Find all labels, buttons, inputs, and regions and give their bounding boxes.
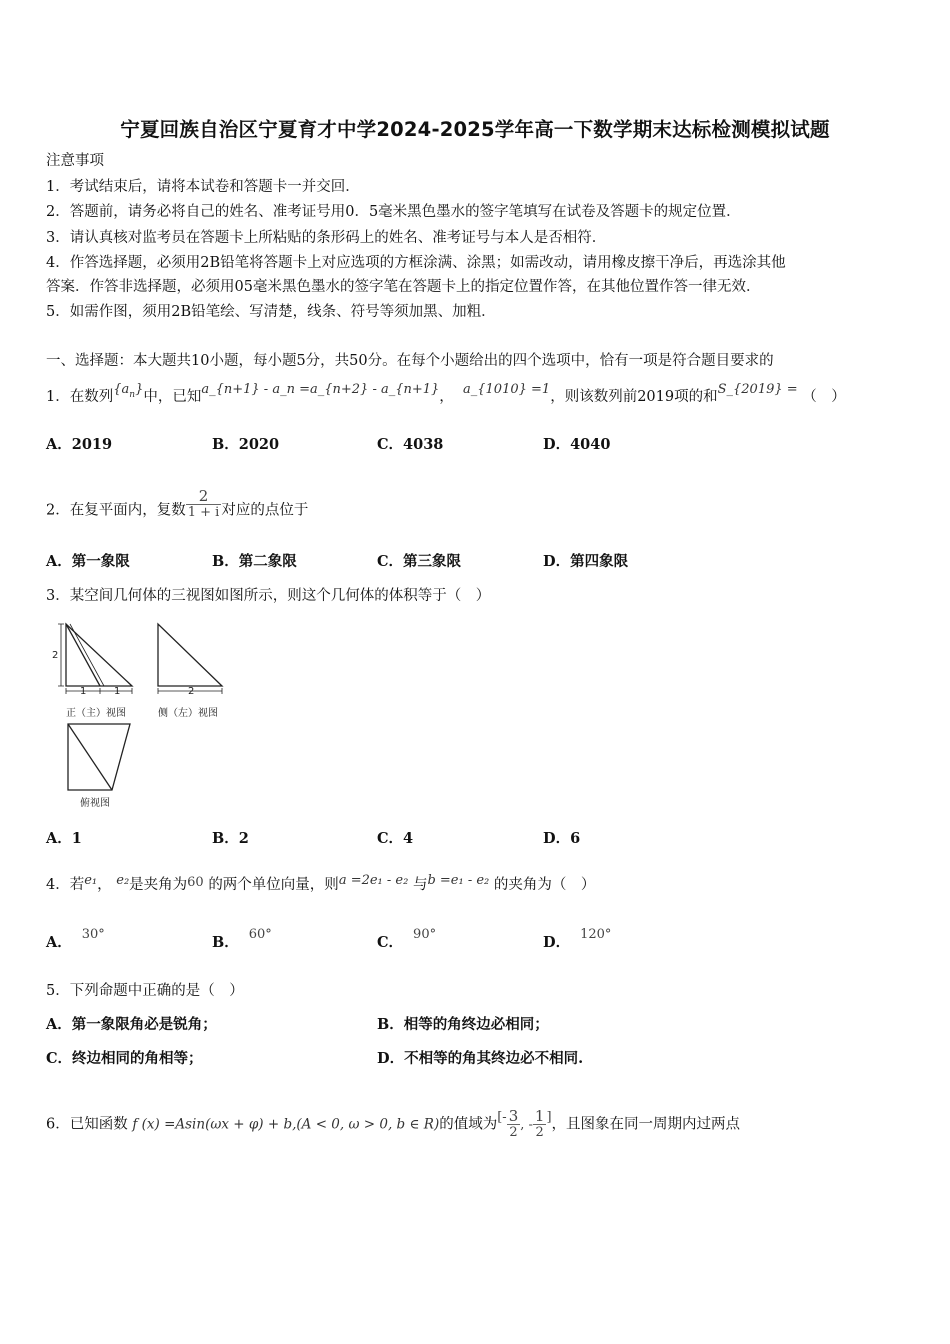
question-text: 的夹角为（ ） (493, 877, 596, 893)
option-c: C．4 (377, 830, 414, 847)
option-a: A．第一象限角必是锐角； (46, 1016, 217, 1033)
question-text: 的两个单位向量，则 (208, 877, 339, 893)
math-condition: a_{1010} =1 (463, 382, 551, 397)
math-e2: e₂ (116, 873, 130, 888)
question-text: 与 (412, 877, 428, 893)
question-2 (46, 487, 309, 527)
math-angle: 60 (187, 875, 204, 890)
question-5 (46, 981, 244, 1001)
math-vector-b: b =e₁ - e₂ (427, 873, 490, 888)
notice-item: 2．答题前，请务必将自己的姓名、准考证号用0．5毫米黑色墨水的签字笔填写在试卷及答题卡的规定位置． (46, 204, 741, 220)
dim-height-label: 2 (52, 650, 59, 661)
question-6 (46, 1108, 740, 1141)
question-text: 若 (69, 877, 85, 893)
option-b: B． 60° (212, 927, 272, 951)
math-sequence: $\{a_n\}$ (113, 382, 144, 400)
notice-item: 1．考试结束后，请将本试卷和答题卡一并交回． (46, 179, 360, 195)
math-fraction: $\frac{2}{1 + i}$ (187, 487, 220, 520)
option-d: D．6 (543, 830, 581, 847)
range-fraction-1: $\frac{3}{2}$ (508, 1107, 519, 1140)
question-text: ，且图象在同一周期内过两点 (551, 1116, 741, 1133)
option-d: D．4040 (543, 436, 611, 453)
option-d: D．不相等的角其终边必不相同. (377, 1050, 584, 1067)
option-a: A．第一象限 (46, 553, 130, 570)
dim-a-label: 1 (80, 686, 87, 697)
question-text: 下列命题中正确的是（ ） (69, 983, 244, 999)
question-text: 在数列 (69, 389, 114, 405)
top-view-diagonal (68, 724, 112, 790)
math-e1: e₁ (84, 873, 98, 888)
option-a: A． 30° (46, 927, 105, 951)
notice-heading: 注意事项 (46, 153, 104, 169)
question-text: ，则该数列前2019项的和 (550, 389, 718, 405)
option-b: B．2 (212, 830, 249, 847)
math-relation: a_{n+1} - a_n =a_{n+2} - a_{n+1} (201, 382, 440, 397)
question-text: 某空间几何体的三视图如图所示，则这个几何体的体积等于（ ） (69, 588, 491, 604)
option-d: D．第四象限 (543, 553, 629, 570)
option-b: B．2020 (212, 436, 280, 453)
dim-b-label: 1 (114, 686, 121, 697)
notice-item: 答案．作答非选择题，必须用05毫米黑色墨水的签字笔在答题卡上的指定位置作答，在其他位置作答一律无效． (46, 279, 761, 295)
question-number: 6． (46, 1116, 70, 1133)
question-3 (46, 586, 490, 606)
question-text: 的值域为 (439, 1116, 498, 1133)
top-view-outline (68, 724, 130, 790)
option-c: C．终边相同的角相等； (46, 1050, 203, 1067)
option-a: A．2019 (46, 436, 113, 453)
option-b: B．相等的角终边必相同； (377, 1016, 549, 1033)
side-view-outline (158, 624, 222, 686)
question-text: 是夹角为 (129, 877, 188, 893)
question-number: 2． (46, 502, 70, 519)
question-text: 已知函数 (69, 1116, 128, 1133)
three-view-figure (52, 614, 242, 814)
question-4 (46, 875, 595, 896)
option-c: C． 90° (377, 927, 437, 951)
math-sum: S_{2019} = (717, 382, 798, 397)
question-text: 中，已知 (143, 389, 202, 405)
math-function: f (x) =Asin(ωx + φ) + b,(A < 0, ω > 0, b ∈ R) (132, 1116, 440, 1133)
top-view-label: 俯视图 (80, 798, 110, 809)
page-title: 宁夏回族自治区宁夏育才中学2024-2025学年高一下数学期末达标检测模拟试题 (120, 118, 830, 141)
range-open: [- (497, 1109, 507, 1125)
option-a: A．1 (46, 830, 82, 847)
dim-side-label: 2 (188, 686, 195, 697)
notice-item: 3．请认真核对监考员在答题卡上所粘贴的条形码上的姓名、准考证号与本人是否相符． (46, 230, 607, 246)
notice-item: 5．如需作图，须用2B铅笔绘、写清楚，线条、符号等须加黑、加粗． (46, 304, 496, 320)
option-c: C．4038 (377, 436, 444, 453)
question-number: 4． (46, 877, 70, 893)
front-view-inner-edge (66, 624, 100, 686)
question-text: ， (97, 877, 112, 893)
front-view-label: 正（主）视图 (66, 708, 126, 719)
notice-item: 4．作答选择题，必须用2B铅笔将答题卡上对应选项的方框涂满、涂黑；如需改动，请用橡皮擦干净后，再选涂其他 (46, 255, 786, 271)
question-number: 5． (46, 983, 70, 999)
range-separator: , - (520, 1117, 533, 1133)
side-view-label: 侧（左）视图 (158, 708, 218, 719)
math-vector-a: a =2e₁ - e₂ (338, 873, 409, 888)
question-text: 在复平面内，复数 (69, 502, 186, 519)
section-heading: 一、选择题：本大题共10小题，每小题5分，共50分。在每个小题给出的四个选项中，恰有一项是符合题目要求的 (46, 353, 774, 369)
question-number: 1． (46, 389, 70, 405)
option-d: D． 120° (543, 927, 612, 951)
question-number: 3． (46, 588, 70, 604)
question-text: ， (439, 389, 454, 405)
option-c: C．第三象限 (377, 553, 462, 570)
range-fraction-2: $\frac{1}{2}$ (534, 1107, 545, 1140)
question-1 (46, 382, 846, 409)
option-b: B．第二象限 (212, 553, 297, 570)
range-close: ] (546, 1109, 552, 1125)
question-text: 对应的点位于 (221, 502, 309, 519)
question-text: （ ） (802, 389, 846, 405)
